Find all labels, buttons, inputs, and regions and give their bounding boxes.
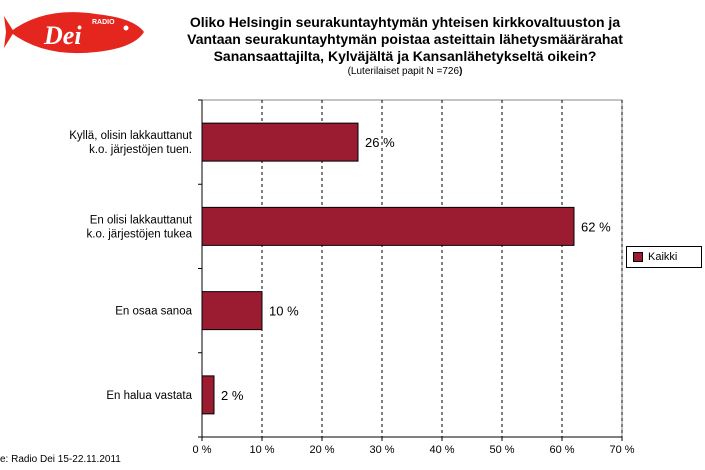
category-label: k.o. järjestöjen tukea [86, 228, 192, 241]
logo-dei-text: Dei [44, 21, 82, 50]
value-label: 62 % [581, 219, 611, 235]
category-label: k.o. järjestöjen tuen. [89, 144, 192, 157]
x-tick-label: 50 % [489, 444, 515, 456]
category-label: En halua vastata [106, 389, 192, 402]
x-tick-label: 40 % [429, 444, 455, 456]
x-tick-label: 30 % [369, 444, 395, 456]
title-line-1: Oliko Helsingin seurakuntayhtymän yhteisen kirkkovaltuuston ja [189, 14, 621, 30]
logo-radio-text: RADIO [92, 19, 115, 26]
category-label: En olisi lakkauttanut [89, 214, 192, 227]
title-line-3: Sanansaattajilta, Kylväjältä ja Kansanlähetykseltä oikein? [213, 48, 597, 64]
chart-subtitle: (Luterilaiset papit N =726) [347, 66, 463, 77]
x-tick-label: 60 % [549, 444, 575, 456]
x-tick-label: 70 % [609, 444, 635, 456]
x-tick-label: 0 % [192, 444, 212, 456]
legend-swatch [633, 252, 643, 262]
bar [202, 207, 574, 245]
bar [202, 123, 358, 161]
category-label: Kyllä, olisin lakkauttanut [69, 130, 192, 143]
source-note: e: Radio Dei 15-22.11.2011 [0, 454, 121, 465]
x-tick-label: 20 % [309, 444, 335, 456]
legend-label: Kaikki [648, 251, 678, 263]
bar [202, 292, 262, 330]
title-line-2: Vantaan seurakuntayhtymän poistaa asteittain lähetysmäärärahat [187, 31, 623, 47]
value-label: 2 % [221, 387, 244, 403]
legend [626, 246, 702, 268]
x-tick-label: 10 % [249, 444, 275, 456]
bar [202, 376, 214, 414]
value-label: 10 % [269, 303, 299, 319]
value-label: 26 % [365, 135, 395, 151]
category-label: En osaa sanoa [115, 305, 192, 318]
